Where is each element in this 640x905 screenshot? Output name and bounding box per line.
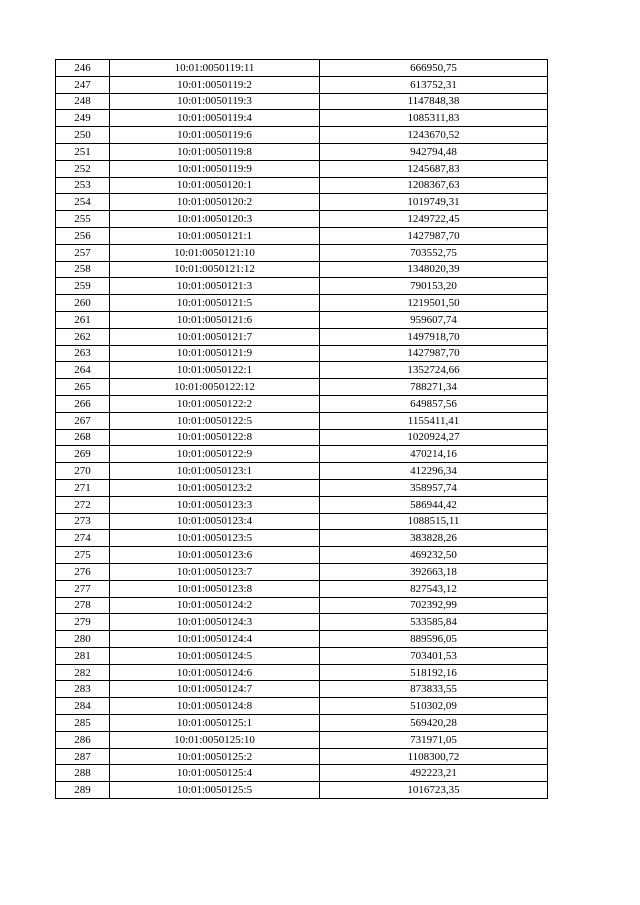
value-cell: 412296,34 (320, 463, 548, 480)
cadastral-number-cell: 10:01:0050124:4 (110, 631, 320, 648)
table-row (56, 412, 548, 429)
cadastral-number-cell: 10:01:0050123:7 (110, 563, 320, 580)
value-cell: 649857,56 (320, 395, 548, 412)
row-number-cell: 276 (56, 563, 110, 580)
value-cell: 569420,28 (320, 715, 548, 732)
cadastral-number-cell: 10:01:0050123:4 (110, 513, 320, 530)
cadastral-number-cell: 10:01:0050119:3 (110, 93, 320, 110)
row-number-cell: 260 (56, 295, 110, 312)
value-cell: 1427987,70 (320, 227, 548, 244)
table-row (56, 160, 548, 177)
row-number-cell: 248 (56, 93, 110, 110)
value-cell: 392663,18 (320, 563, 548, 580)
table-row (56, 563, 548, 580)
value-cell: 1219501,50 (320, 295, 548, 312)
cadastral-number-cell: 10:01:0050122:5 (110, 412, 320, 429)
row-number-cell: 273 (56, 513, 110, 530)
cadastral-number-cell: 10:01:0050119:8 (110, 143, 320, 160)
table-row (56, 345, 548, 362)
row-number-cell: 258 (56, 261, 110, 278)
value-cell: 1108300,72 (320, 748, 548, 765)
table-row (56, 715, 548, 732)
row-number-cell: 267 (56, 412, 110, 429)
cadastral-number-cell: 10:01:0050123:3 (110, 496, 320, 513)
row-number-cell: 259 (56, 278, 110, 295)
value-cell: 1147848,38 (320, 93, 548, 110)
row-number-cell: 266 (56, 395, 110, 412)
row-number-cell: 251 (56, 143, 110, 160)
value-cell: 1020924,27 (320, 429, 548, 446)
row-number-cell: 283 (56, 681, 110, 698)
cadastral-number-cell: 10:01:0050125:5 (110, 782, 320, 799)
cadastral-number-cell: 10:01:0050119:11 (110, 60, 320, 77)
value-cell: 1249722,45 (320, 211, 548, 228)
table-row (56, 580, 548, 597)
table-row (56, 93, 548, 110)
cadastral-number-cell: 10:01:0050123:5 (110, 530, 320, 547)
table-row (56, 127, 548, 144)
value-cell: 358957,74 (320, 479, 548, 496)
table-row (56, 463, 548, 480)
value-cell: 1497918,70 (320, 328, 548, 345)
row-number-cell: 288 (56, 765, 110, 782)
cadastral-number-cell: 10:01:0050122:2 (110, 395, 320, 412)
cadastral-number-cell: 10:01:0050123:8 (110, 580, 320, 597)
row-number-cell: 274 (56, 530, 110, 547)
table-row (56, 614, 548, 631)
table-row (56, 513, 548, 530)
table-body (56, 60, 548, 799)
value-cell: 613752,31 (320, 76, 548, 93)
table-row (56, 311, 548, 328)
table-row (56, 261, 548, 278)
cadastral-number-cell: 10:01:0050121:12 (110, 261, 320, 278)
row-number-cell: 256 (56, 227, 110, 244)
table-row (56, 278, 548, 295)
row-number-cell: 262 (56, 328, 110, 345)
cadastral-number-cell: 10:01:0050121:10 (110, 244, 320, 261)
table-row (56, 748, 548, 765)
cadastral-number-cell: 10:01:0050121:6 (110, 311, 320, 328)
cadastral-number-cell: 10:01:0050122:12 (110, 379, 320, 396)
cadastral-number-cell: 10:01:0050122:1 (110, 362, 320, 379)
table-row (56, 446, 548, 463)
table-row (56, 211, 548, 228)
table-row (56, 395, 548, 412)
cadastral-number-cell: 10:01:0050119:4 (110, 110, 320, 127)
row-number-cell: 253 (56, 177, 110, 194)
table-row (56, 194, 548, 211)
row-number-cell: 265 (56, 379, 110, 396)
cadastral-number-cell: 10:01:0050120:3 (110, 211, 320, 228)
value-cell: 518192,16 (320, 664, 548, 681)
value-cell: 586944,42 (320, 496, 548, 513)
table-row (56, 227, 548, 244)
table-row (56, 647, 548, 664)
table-row (56, 479, 548, 496)
table-row (56, 379, 548, 396)
row-number-cell: 270 (56, 463, 110, 480)
value-cell: 666950,75 (320, 60, 548, 77)
data-table (55, 59, 548, 799)
row-number-cell: 246 (56, 60, 110, 77)
row-number-cell: 254 (56, 194, 110, 211)
value-cell: 533585,84 (320, 614, 548, 631)
value-cell: 492223,21 (320, 765, 548, 782)
table-row (56, 698, 548, 715)
cadastral-number-cell: 10:01:0050125:1 (110, 715, 320, 732)
value-cell: 1016723,35 (320, 782, 548, 799)
table-row (56, 782, 548, 799)
cadastral-number-cell: 10:01:0050122:8 (110, 429, 320, 446)
row-number-cell: 268 (56, 429, 110, 446)
row-number-cell: 285 (56, 715, 110, 732)
cadastral-number-cell: 10:01:0050121:3 (110, 278, 320, 295)
cadastral-number-cell: 10:01:0050124:8 (110, 698, 320, 715)
table-row (56, 362, 548, 379)
value-cell: 1019749,31 (320, 194, 548, 211)
value-cell: 942794,48 (320, 143, 548, 160)
row-number-cell: 255 (56, 211, 110, 228)
value-cell: 827543,12 (320, 580, 548, 597)
table-row (56, 177, 548, 194)
row-number-cell: 271 (56, 479, 110, 496)
table-row (56, 631, 548, 648)
row-number-cell: 289 (56, 782, 110, 799)
value-cell: 1085311,83 (320, 110, 548, 127)
table-row (56, 530, 548, 547)
row-number-cell: 263 (56, 345, 110, 362)
row-number-cell: 284 (56, 698, 110, 715)
value-cell: 1243670,52 (320, 127, 548, 144)
cadastral-number-cell: 10:01:0050120:2 (110, 194, 320, 211)
cadastral-number-cell: 10:01:0050125:10 (110, 731, 320, 748)
value-cell: 1155411,41 (320, 412, 548, 429)
cadastral-number-cell: 10:01:0050123:1 (110, 463, 320, 480)
row-number-cell: 272 (56, 496, 110, 513)
cadastral-number-cell: 10:01:0050125:4 (110, 765, 320, 782)
row-number-cell: 269 (56, 446, 110, 463)
table-row (56, 597, 548, 614)
row-number-cell: 286 (56, 731, 110, 748)
table-row (56, 681, 548, 698)
row-number-cell: 280 (56, 631, 110, 648)
table-row (56, 664, 548, 681)
table-row (56, 765, 548, 782)
row-number-cell: 249 (56, 110, 110, 127)
value-cell: 788271,34 (320, 379, 548, 396)
row-number-cell: 264 (56, 362, 110, 379)
table-row (56, 328, 548, 345)
cadastral-number-cell: 10:01:0050121:7 (110, 328, 320, 345)
value-cell: 790153,20 (320, 278, 548, 295)
cadastral-number-cell: 10:01:0050119:2 (110, 76, 320, 93)
table-row (56, 60, 548, 77)
value-cell: 1088515,11 (320, 513, 548, 530)
cadastral-number-cell: 10:01:0050121:5 (110, 295, 320, 312)
cadastral-number-cell: 10:01:0050121:9 (110, 345, 320, 362)
value-cell: 889596,05 (320, 631, 548, 648)
row-number-cell: 278 (56, 597, 110, 614)
table-row (56, 76, 548, 93)
value-cell: 383828,26 (320, 530, 548, 547)
table-row (56, 429, 548, 446)
value-cell: 702392,99 (320, 597, 548, 614)
table-row (56, 547, 548, 564)
value-cell: 1208367,63 (320, 177, 548, 194)
row-number-cell: 247 (56, 76, 110, 93)
table-row (56, 496, 548, 513)
value-cell: 703552,75 (320, 244, 548, 261)
cadastral-number-cell: 10:01:0050120:1 (110, 177, 320, 194)
table-row (56, 731, 548, 748)
row-number-cell: 279 (56, 614, 110, 631)
value-cell: 1427987,70 (320, 345, 548, 362)
row-number-cell: 287 (56, 748, 110, 765)
value-cell: 1348020,39 (320, 261, 548, 278)
value-cell: 959607,74 (320, 311, 548, 328)
row-number-cell: 281 (56, 647, 110, 664)
value-cell: 703401,53 (320, 647, 548, 664)
value-cell: 873833,55 (320, 681, 548, 698)
cadastral-number-cell: 10:01:0050124:2 (110, 597, 320, 614)
value-cell: 469232,50 (320, 547, 548, 564)
row-number-cell: 261 (56, 311, 110, 328)
row-number-cell: 277 (56, 580, 110, 597)
cadastral-number-cell: 10:01:0050123:6 (110, 547, 320, 564)
value-cell: 1352724,66 (320, 362, 548, 379)
cadastral-number-cell: 10:01:0050121:1 (110, 227, 320, 244)
value-cell: 510302,09 (320, 698, 548, 715)
row-number-cell: 250 (56, 127, 110, 144)
table-row (56, 143, 548, 160)
value-cell: 1245687,83 (320, 160, 548, 177)
row-number-cell: 275 (56, 547, 110, 564)
value-cell: 470214,16 (320, 446, 548, 463)
cadastral-number-cell: 10:01:0050124:7 (110, 681, 320, 698)
table-row (56, 244, 548, 261)
row-number-cell: 282 (56, 664, 110, 681)
cadastral-number-cell: 10:01:0050124:5 (110, 647, 320, 664)
cadastral-number-cell: 10:01:0050124:6 (110, 664, 320, 681)
cadastral-number-cell: 10:01:0050124:3 (110, 614, 320, 631)
table-row (56, 110, 548, 127)
value-cell: 731971,05 (320, 731, 548, 748)
cadastral-number-cell: 10:01:0050119:9 (110, 160, 320, 177)
cadastral-number-cell: 10:01:0050119:6 (110, 127, 320, 144)
row-number-cell: 252 (56, 160, 110, 177)
table-row (56, 295, 548, 312)
cadastral-number-cell: 10:01:0050122:9 (110, 446, 320, 463)
row-number-cell: 257 (56, 244, 110, 261)
cadastral-number-cell: 10:01:0050125:2 (110, 748, 320, 765)
cadastral-number-cell: 10:01:0050123:2 (110, 479, 320, 496)
